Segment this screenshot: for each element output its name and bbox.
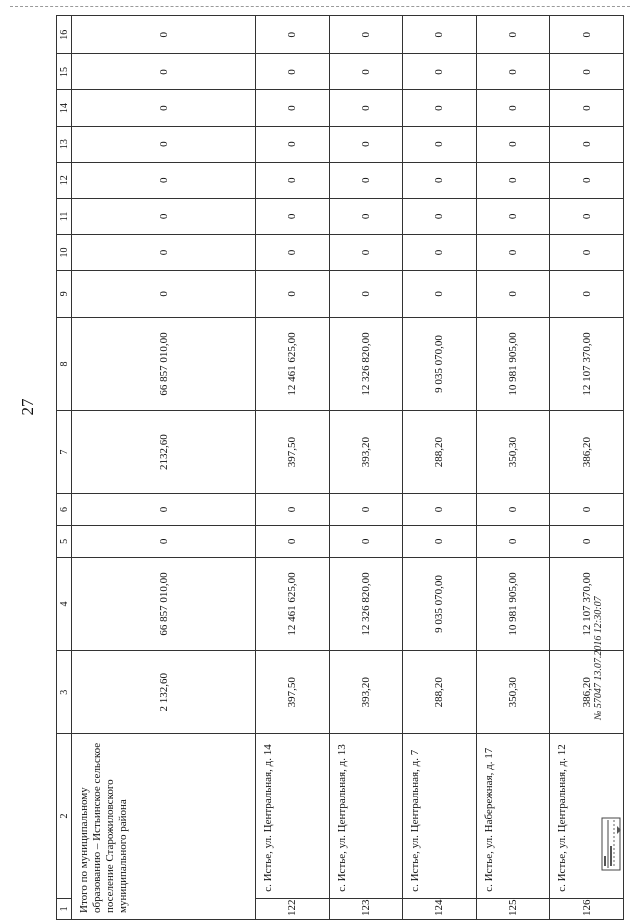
table-cell: 0	[256, 234, 330, 270]
table-cell: 12 107 370,00	[550, 557, 624, 650]
table-cell: 9 035 070,00	[403, 317, 477, 410]
table-cell: 0	[256, 54, 330, 90]
table-cell: 12 326 820,00	[329, 317, 403, 410]
table-cell: 0	[256, 271, 330, 318]
col-header: 2	[57, 734, 72, 899]
table-cell: 386,20	[550, 411, 624, 494]
table-cell: 0	[72, 54, 256, 90]
table-cell: 0	[329, 234, 403, 270]
table-cell: 0	[72, 198, 256, 234]
row-index: 122	[256, 898, 330, 919]
col-header: 14	[57, 90, 72, 126]
table-cell: 0	[329, 162, 403, 198]
table-cell: 66 857 010,00	[72, 317, 256, 410]
table-cell: 0	[72, 126, 256, 162]
col-header: 5	[57, 525, 72, 557]
table-cell: 0	[476, 234, 550, 270]
table-cell: 288,20	[403, 411, 477, 494]
row-index: 126	[550, 898, 624, 919]
table-cell: 0	[403, 234, 477, 270]
table-cell: 12 461 625,00	[256, 317, 330, 410]
table-cell: 0	[403, 16, 477, 54]
table-row	[329, 16, 403, 920]
table-cell: 386,20	[550, 651, 624, 734]
table-cell: 0	[476, 198, 550, 234]
table-cell: 397,50	[256, 411, 330, 494]
table-cell: 0	[72, 271, 256, 318]
row-address: с. Истье, ул. Центральная, д. 14	[256, 734, 330, 899]
table-cell: 0	[329, 16, 403, 54]
table-cell: 0	[550, 271, 624, 318]
table-cell: 0	[256, 198, 330, 234]
table-cell: 0	[550, 234, 624, 270]
table-cell: 350,30	[476, 651, 550, 734]
table-cell: 397,50	[256, 651, 330, 734]
table-cell: 0	[256, 16, 330, 54]
table-row	[256, 16, 330, 920]
row-index: 123	[329, 898, 403, 919]
registry-stamp-icon	[598, 816, 624, 872]
table-cell: 0	[329, 525, 403, 557]
table-cell: 12 107 370,00	[550, 317, 624, 410]
row-address: Итого по муниципальному образованию – Истьинское сельское поселение Старожиловского муниципального района	[72, 734, 256, 920]
table-cell: 0	[476, 162, 550, 198]
data-table	[56, 15, 624, 920]
row-address: с. Истье, ул. Набережная, д. 17	[476, 734, 550, 899]
table-cell: 393,20	[329, 411, 403, 494]
page-number: 27	[18, 398, 37, 416]
table-cell: 0	[329, 90, 403, 126]
row-address: с. Истье, ул. Центральная, д. 13	[329, 734, 403, 899]
row-address: с. Истье, ул. Центральная, д. 12	[550, 734, 624, 899]
table-cell: 0	[403, 90, 477, 126]
table-cell: 66 857 010,00	[72, 557, 256, 650]
table-cell: 0	[72, 494, 256, 526]
table-cell: 0	[476, 271, 550, 318]
col-header: 12	[57, 162, 72, 198]
table-cell: 0	[256, 525, 330, 557]
table-cell: 0	[550, 126, 624, 162]
col-header: 1	[57, 898, 72, 919]
table-cell: 0	[550, 54, 624, 90]
table-cell: 0	[476, 126, 550, 162]
col-header: 10	[57, 234, 72, 270]
table-cell: 0	[403, 494, 477, 526]
row-index: 125	[476, 898, 550, 919]
table-cell: 0	[403, 271, 477, 318]
table-cell: 288,20	[403, 651, 477, 734]
table-cell: 0	[550, 162, 624, 198]
column-number-row	[57, 16, 72, 920]
table-cell: 0	[72, 234, 256, 270]
table-cell: 0	[329, 271, 403, 318]
table-cell: 0	[403, 126, 477, 162]
table-cell: 0	[329, 126, 403, 162]
table-cell: 12 461 625,00	[256, 557, 330, 650]
top-edge-line	[10, 6, 630, 7]
col-header: 9	[57, 271, 72, 318]
table-cell: 0	[72, 525, 256, 557]
table-row	[403, 16, 477, 920]
table-row	[550, 16, 624, 920]
col-header: 11	[57, 198, 72, 234]
table-cell: 0	[72, 16, 256, 54]
table-cell: 0	[256, 494, 330, 526]
document-registration-footer: № 57047 13.07.2016 12:30:07	[593, 596, 604, 720]
col-header: 7	[57, 411, 72, 494]
table-cell: 12 326 820,00	[329, 557, 403, 650]
table-cell: 0	[403, 54, 477, 90]
table-cell: 2 132,60	[72, 651, 256, 734]
table-cell: 0	[72, 162, 256, 198]
table-cell: 0	[550, 198, 624, 234]
table-cell: 0	[329, 494, 403, 526]
table-cell: 0	[403, 525, 477, 557]
table-cell: 0	[72, 90, 256, 126]
table-cell: 10 981 905,00	[476, 557, 550, 650]
table-cell: 0	[550, 16, 624, 54]
table-cell: 2132,60	[72, 411, 256, 494]
col-header: 8	[57, 317, 72, 410]
rotated-table-sheet	[56, 15, 624, 920]
table-cell: 9 035 070,00	[403, 557, 477, 650]
col-header: 13	[57, 126, 72, 162]
table-cell: 0	[550, 525, 624, 557]
table-cell: 0	[476, 16, 550, 54]
table-cell: 0	[476, 494, 550, 526]
table-cell: 0	[256, 90, 330, 126]
table-cell: 393,20	[329, 651, 403, 734]
table-cell: 10 981 905,00	[476, 317, 550, 410]
row-index: 124	[403, 898, 477, 919]
table-cell: 0	[476, 525, 550, 557]
table-cell: 350,30	[476, 411, 550, 494]
table-cell: 0	[256, 126, 330, 162]
table-cell: 0	[329, 198, 403, 234]
table-cell: 0	[476, 54, 550, 90]
row-address: с. Истье, ул. Центральная, д. 7	[403, 734, 477, 899]
table-cell: 0	[329, 54, 403, 90]
col-header: 3	[57, 651, 72, 734]
table-cell: 0	[403, 198, 477, 234]
col-header: 16	[57, 16, 72, 54]
table-cell: 0	[550, 494, 624, 526]
col-header: 4	[57, 557, 72, 650]
table-cell: 0	[476, 90, 550, 126]
col-header: 15	[57, 54, 72, 90]
table-row	[72, 16, 256, 920]
table-row	[476, 16, 550, 920]
table-cell: 0	[256, 162, 330, 198]
col-header: 6	[57, 494, 72, 526]
table-cell: 0	[403, 162, 477, 198]
table-cell: 0	[550, 90, 624, 126]
